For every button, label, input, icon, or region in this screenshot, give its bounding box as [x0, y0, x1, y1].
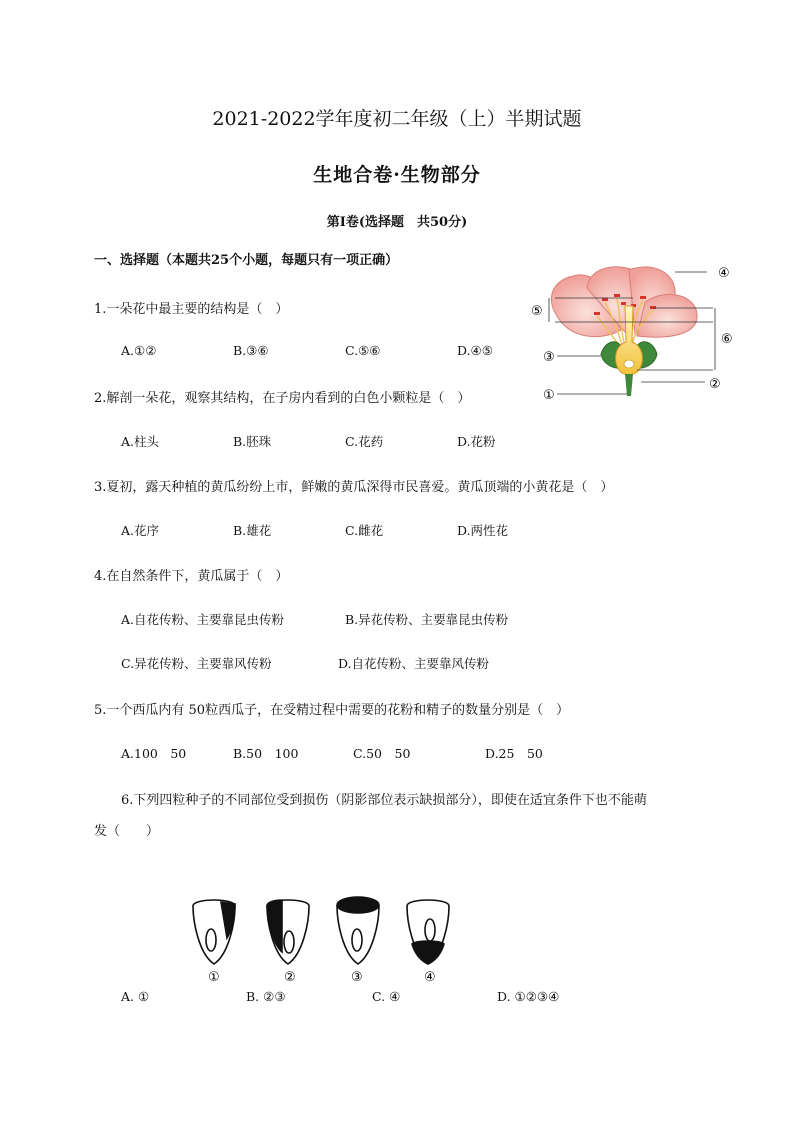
flower-label-1: ①: [543, 388, 555, 403]
seed-2: [267, 900, 309, 964]
ovule: [624, 360, 634, 368]
question-6-stem-line-2: 发（ ）: [94, 824, 160, 839]
question-6-option-c[interactable]: C. ④: [372, 989, 401, 1004]
question-1-stem: 1.一朵花中最主要的结构是（ ）: [94, 302, 289, 317]
question-1-option-d[interactable]: D.④⑤: [457, 343, 493, 358]
question-6-option-a[interactable]: A. ①: [121, 989, 150, 1004]
question-6-stem-line-1: 6.下列四粒种子的不同部位受到损伤（阴影部位表示缺损部分），即使在适宜条件下也不能萌: [121, 793, 647, 808]
flower-label-3: ③: [543, 350, 555, 365]
seed-label-3: ③: [351, 970, 363, 984]
question-4-option-c[interactable]: C.异花传粉、主要靠风传粉: [121, 656, 272, 671]
seed-label-4: ④: [424, 970, 436, 984]
question-5-option-b[interactable]: B.50 100: [233, 746, 299, 761]
question-1-option-a[interactable]: A.①②: [121, 343, 157, 358]
question-3-option-a[interactable]: A.花序: [121, 523, 160, 538]
question-5-option-c[interactable]: C.50 50: [353, 746, 411, 761]
question-1-option-c[interactable]: C.⑤⑥: [345, 343, 381, 358]
flower-label-2: ②: [709, 377, 721, 392]
question-4-option-b[interactable]: B.异花传粉、主要靠昆虫传粉: [345, 612, 509, 627]
question-3-option-c[interactable]: C.雌花: [345, 523, 384, 538]
question-5-stem: 5.一个西瓜内有 50粒西瓜子，在受精过程中需要的花粉和精子的数量分别是（ ）: [94, 703, 570, 718]
seed-4: [407, 900, 449, 964]
question-5-option-d[interactable]: D.25 50: [485, 746, 543, 761]
question-3-option-b[interactable]: B.雄花: [233, 523, 272, 538]
seed-label-1: ①: [208, 970, 220, 984]
question-2-stem: 2.解剖一朵花，观察其结构，在子房内看到的白色小颗粒是（ ）: [94, 391, 471, 406]
flower-structure-figure: [525, 258, 745, 408]
question-4-option-d[interactable]: D.自花传粉、主要靠风传粉: [338, 656, 490, 671]
question-2-option-b[interactable]: B.胚珠: [233, 434, 272, 449]
seed-3: [337, 897, 379, 964]
question-3-stem: 3.夏初，露天种植的黄瓜纷纷上市，鲜嫩的黄瓜深得市民喜爱。黄瓜顶端的小黄花是（ ）: [94, 480, 614, 495]
question-6-option-d[interactable]: D. ①②③④: [497, 989, 560, 1004]
seed-1: [193, 900, 235, 964]
question-1-option-b[interactable]: B.③⑥: [233, 343, 269, 358]
seed-label-2: ②: [284, 970, 296, 984]
question-3-option-d[interactable]: D.两性花: [457, 523, 509, 538]
question-6-option-b[interactable]: B. ②③: [246, 989, 286, 1004]
question-4-stem: 4.在自然条件下，黄瓜属于（ ）: [94, 569, 289, 584]
question-2-option-a[interactable]: A.柱头: [121, 434, 160, 449]
petals: [551, 267, 697, 337]
seed-damage-figure: [185, 892, 475, 984]
flower-label-4: ④: [718, 266, 730, 281]
section-heading: 一、选择题（本题共25个小题，每题只有一项正确）: [94, 253, 399, 268]
question-5-option-a[interactable]: A.100 50: [121, 746, 187, 761]
question-4-option-a[interactable]: A.自花传粉、主要靠昆虫传粉: [121, 612, 285, 627]
question-2-option-c[interactable]: C.花药: [345, 434, 384, 449]
part-heading: 第I卷(选择题 共50分): [326, 215, 468, 230]
question-2-option-d[interactable]: D.花粉: [457, 434, 496, 449]
exam-subtitle: 生地合卷·生物部分: [313, 164, 481, 186]
exam-title: 2021-2022学年度初二年级（上）半期试题: [212, 108, 582, 130]
flower-label-5: ⑤: [531, 304, 543, 319]
flower-stalk: [625, 374, 633, 396]
flower-label-6: ⑥: [721, 332, 733, 347]
